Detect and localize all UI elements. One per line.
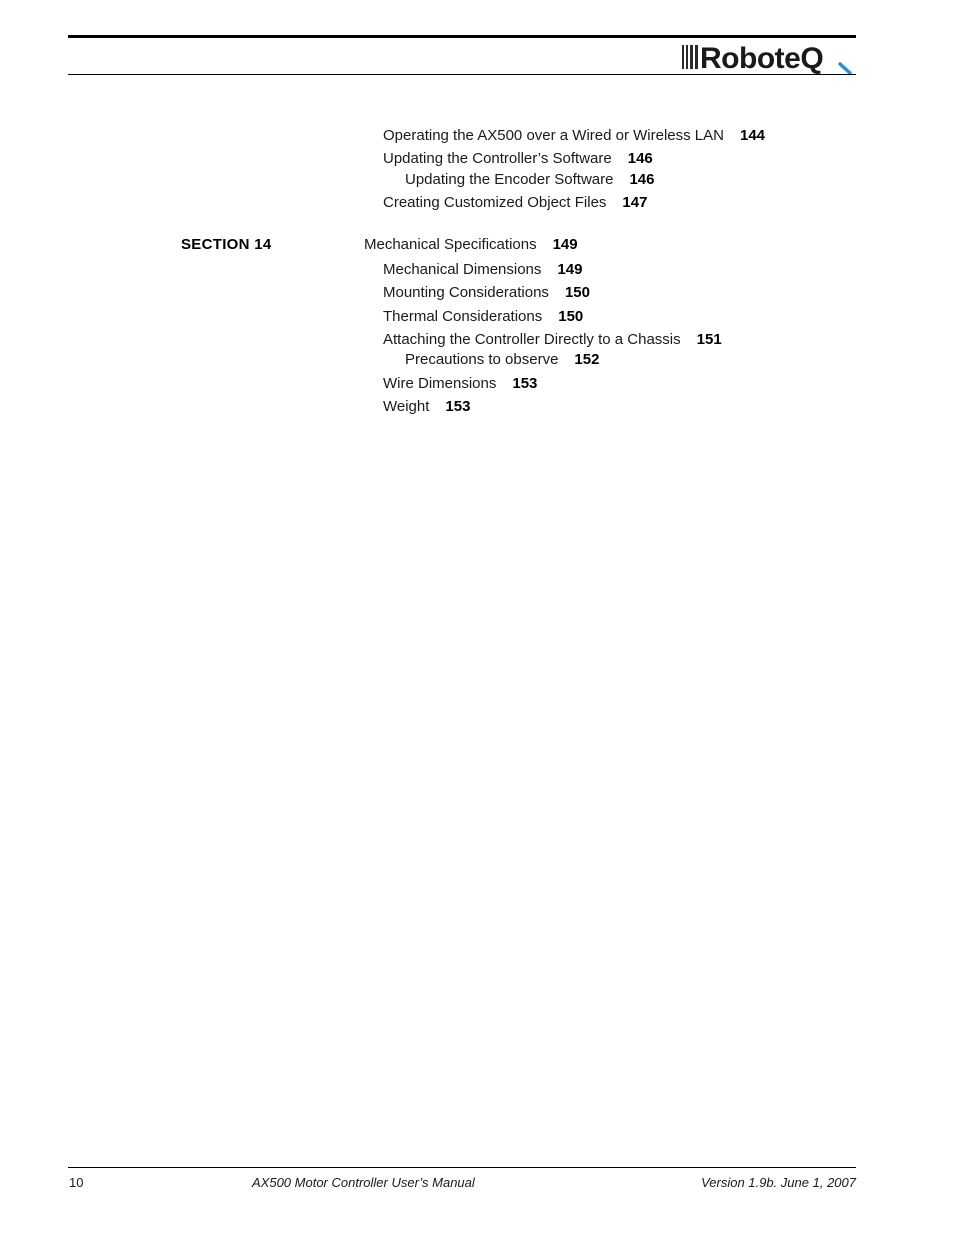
toc-entry[interactable] (383, 127, 765, 145)
toc-entry-title: Attaching the Controller Directly to a Chassis (383, 331, 681, 348)
toc-entry-title: Mechanical Dimensions (383, 261, 542, 278)
toc-entry[interactable] (383, 308, 583, 326)
toc-entry-title: Precautions to observe (405, 351, 559, 368)
toc-entry[interactable] (383, 261, 582, 279)
toc-entry-page: 153 (445, 398, 471, 415)
toc-entry-title: Operating the AX500 over a Wired or Wireless LAN (383, 127, 724, 144)
toc-section-title[interactable] (364, 236, 578, 254)
toc-entry-page: 149 (557, 261, 583, 278)
toc-entry-page: 146 (627, 150, 653, 167)
toc-subentry[interactable] (405, 171, 655, 189)
logo-wordmark: RoboteQ (700, 42, 824, 74)
toc-entry-page: 153 (512, 375, 538, 392)
footer-rule (68, 1167, 856, 1168)
toc-entry-title: Updating the Controller’s Software (383, 150, 612, 167)
footer-version: Version 1.9b. June 1, 2007 (701, 1175, 856, 1190)
toc-entry-page: 151 (696, 331, 722, 348)
toc-entry[interactable] (383, 398, 470, 416)
toc-entry-page: 152 (574, 351, 600, 368)
toc-entry-title: Creating Customized Object Files (383, 194, 607, 211)
toc-entry-page: 146 (629, 171, 655, 188)
toc-entry-title: Mounting Considerations (383, 284, 549, 301)
toc-entry[interactable] (383, 284, 590, 302)
footer-page-number: 10 (69, 1175, 84, 1190)
toc-entry-title: Weight (383, 398, 430, 415)
toc-subentry[interactable] (405, 351, 599, 369)
logo-bars-icon (682, 45, 698, 69)
section-label: SECTION 14 (181, 236, 272, 253)
roboteq-logo (682, 40, 856, 74)
logo-accent-icon (840, 64, 850, 73)
header-rule-thin (68, 74, 856, 75)
toc-entry-page: 150 (558, 308, 584, 325)
toc-entry[interactable] (383, 150, 653, 168)
toc-entry-page: 144 (740, 127, 766, 144)
toc-entry-title: Wire Dimensions (383, 375, 497, 392)
header-rule-thick (68, 35, 856, 38)
toc-entry[interactable] (383, 375, 537, 393)
toc-entry[interactable] (383, 331, 722, 349)
toc-entry-page: 147 (622, 194, 648, 211)
toc-entry-page: 150 (564, 284, 590, 301)
toc-entry-title: Updating the Encoder Software (405, 171, 614, 188)
footer-manual-title: AX500 Motor Controller User’s Manual (252, 1175, 475, 1190)
toc-section-page: 149 (552, 236, 578, 253)
toc-section-title-text: Mechanical Specifications (364, 236, 537, 253)
toc-entry-title: Thermal Considerations (383, 308, 543, 325)
toc-entry[interactable] (383, 194, 647, 212)
